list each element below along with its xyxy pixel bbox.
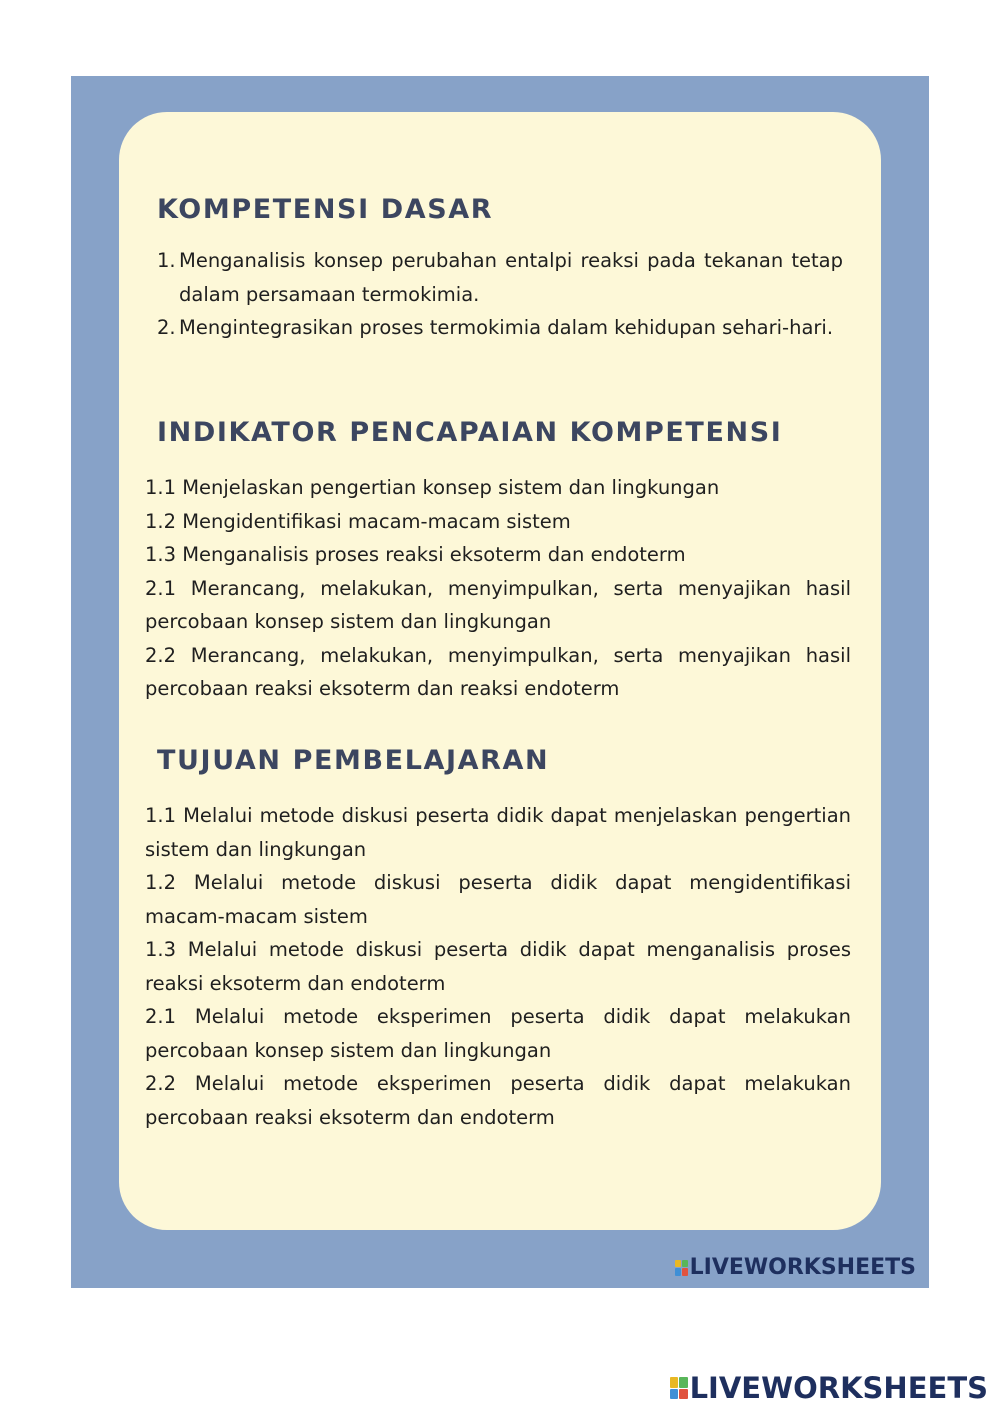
tujuan-item: 1.2 Melalui metode diskusi peserta didik dapat mengidentifikasi macam-macam sistem: [145, 871, 851, 928]
kompetensi-dasar-item: [157, 244, 843, 311]
liveworksheets-logo-icon: [675, 1260, 688, 1276]
logo-tile: [682, 1268, 688, 1276]
logo-tile: [675, 1268, 681, 1276]
liveworksheets-footer-logo: [670, 1371, 988, 1405]
tujuan-item: 2.1 Melalui metode eksperimen peserta didik dapat melakukan percobaan konsep sistem dan lingkungan: [145, 1005, 851, 1062]
item-text: Mengintegrasikan proses termokimia dalam kehidupan sehari-hari.: [179, 316, 834, 339]
logo-tile: [679, 1377, 688, 1388]
indikator-item: 1.2 Mengidentifikasi macam-macam sistem: [145, 509, 571, 533]
kompetensi-dasar-heading: KOMPETENSI DASAR: [157, 194, 494, 225]
logo-tile: [670, 1377, 679, 1388]
indikator-item: 2.2 Merancang, melakukan, menyimpulkan, serta menyajikan hasil percobaan reaksi eksoterm dan reaksi endoterm: [145, 643, 851, 700]
logo-tile: [670, 1389, 679, 1400]
indikator-heading: INDIKATOR PENCAPAIAN KOMPETENSI: [157, 417, 783, 448]
indikator-item: 1.1 Menjelaskan pengertian konsep sistem dan lingkungan: [145, 476, 720, 499]
kompetensi-dasar-list: [157, 244, 843, 345]
item-number: 1.: [157, 249, 176, 272]
logo-tile: [682, 1260, 688, 1268]
item-text: Menganalisis konsep perubahan entalpi reaksi pada tekanan tetap dalam persamaan termokimia.: [179, 249, 843, 306]
liveworksheets-logo-icon: [670, 1377, 688, 1399]
indikator-item: 2.1 Merancang, melakukan, menyimpulkan, serta menyajikan hasil percobaan konsep sistem dan lingkungan: [145, 576, 851, 633]
logo-tile: [675, 1260, 681, 1268]
liveworksheets-watermark: [675, 1255, 916, 1280]
brand-text: LIVEWORKSHEETS: [689, 1255, 916, 1280]
item-number: 2.: [157, 316, 176, 339]
kompetensi-dasar-item: [157, 311, 843, 345]
indikator-item: 1.3 Menganalisis proses reaksi eksoterm dan endoterm: [145, 543, 686, 566]
tujuan-item: 1.1 Melalui metode diskusi peserta didik dapat menjelaskan pengertian sistem dan lingkungan: [145, 804, 851, 861]
indikator-list: [145, 471, 851, 706]
tujuan-item: 1.3 Melalui metode diskusi peserta didik dapat menganalisis proses reaksi eksoterm dan endoterm: [145, 938, 851, 995]
logo-tile: [679, 1389, 688, 1400]
tujuan-item: 2.2 Melalui metode eksperimen peserta didik dapat melakukan percobaan reaksi eksoterm dan endoterm: [145, 1072, 851, 1129]
tujuan-heading: TUJUAN PEMBELAJARAN: [157, 745, 550, 776]
tujuan-list: [145, 799, 851, 1134]
brand-text: LIVEWORKSHEETS: [689, 1371, 988, 1405]
